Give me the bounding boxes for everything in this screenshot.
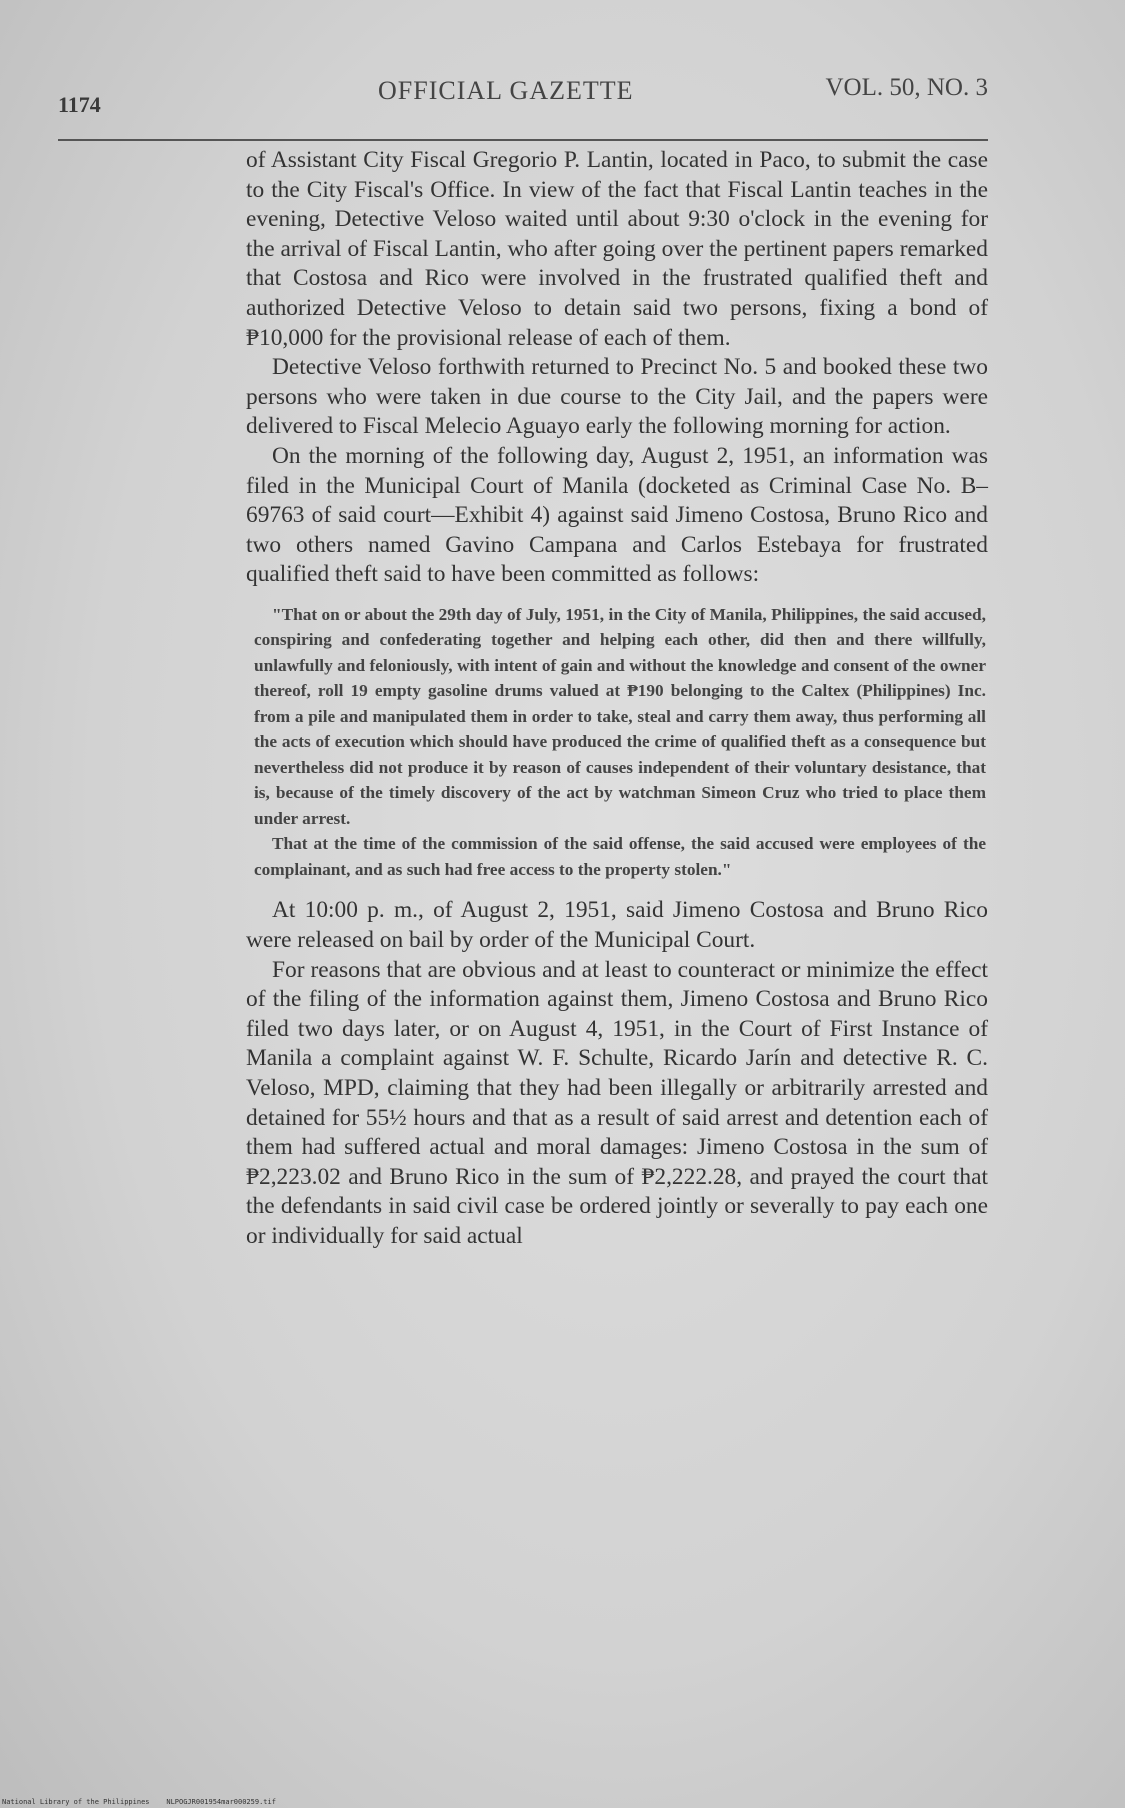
block-quote (254, 602, 986, 883)
scan-footer: National Library of the Philippines NLPOGJR001954mar000259.tif (2, 1798, 276, 1806)
quote-paragraph: That at the time of the commission of the said offense, the said accused were employees of the complainant, and as such had free access to the property stolen." (254, 834, 986, 879)
paragraph: Detective Veloso forthwith returned to Precinct No. 5 and booked these two persons who were taken in due course to the City Jail, and the papers were delivered to Fiscal Melecio Aguayo early the following morning for action. (246, 354, 988, 440)
paragraph: For reasons that are obvious and at least to counteract or minimize the effect of the filing of the information against them, Jimeno Costosa and Bruno Rico filed two days later, or on August 4, 1951, in the Court of First Instance of Manila a complaint against W. F. Schulte, Ricardo Jarín and detective R. C. Veloso, MPD, claiming that they had been illegally or arbitrarily arrested and detained for 55½ hours and that as a result of said arrest and detention each of them had suffered actual and moral damages: Jimeno Costosa in the sum of ₱2,223.02 and Bruno Rico in the sum of ₱2,222.28, and prayed the court that the defendants in said civil case be ordered jointly or severally to pay each one or individually for said actual (246, 956, 988, 1249)
paragraph: At 10:00 p. m., of August 2, 1951, said Jimeno Costosa and Bruno Rico were released on bail by order of the Municipal Court. (246, 897, 988, 953)
page-number: 1174 (58, 92, 101, 117)
page-header (58, 72, 988, 117)
body-text (246, 146, 988, 1252)
paragraph: of Assistant City Fiscal Gregorio P. Lantin, located in Paco, to submit the case to the City Fiscal's Office. In view of the fact that Fiscal Lantin teaches in the evening, Detective Veloso waited until about 9:30 o'clock in the evening for the arrival of Fiscal Lantin, who after going over the pertinent papers remarked that Costosa and Rico were involved in the frustrated qualified theft and authorized Detective Veloso to detain said two persons, fixing a bond of ₱10,000 for the provisional release of each of them. (246, 147, 988, 351)
paragraph: On the morning of the following day, August 2, 1951, an information was filed in the Municipal Court of Manila (docketed as Criminal Case No. B–69763 of said court—Exhibit 4) against said Jimeno Costosa, Bruno Rico and two others named Gavino Campana and Carlos Estebaya for frustrated qualified theft said to have been committed as follows: (246, 442, 988, 588)
volume-number: VOL. 50, NO. 3 (825, 74, 988, 101)
header-rule (58, 139, 988, 141)
quote-paragraph: "That on or about the 29th day of July, 1951, in the City of Manila, Philippines, the said accused, conspiring and confederating together and helping each other, did then and there willfully, unlawfully and feloniously, with intent of gain and without the knowledge and consent of the owner thereof, roll 19 empty gasoline drums valued at ₱190 belonging to the Caltex (Philippines) Inc. from a pile and manipulated them in order to take, steal and carry them away, thus performing all the acts of execution which should have produced the crime of qualified theft as a consequence but nevertheless did not produce it by reason of causes independent of their voluntary desistance, that is, because of the timely discovery of the act by watchman Simeon Cruz who tried to place them under arrest. (254, 604, 986, 828)
publication-title: OFFICIAL GAZETTE (378, 76, 634, 105)
